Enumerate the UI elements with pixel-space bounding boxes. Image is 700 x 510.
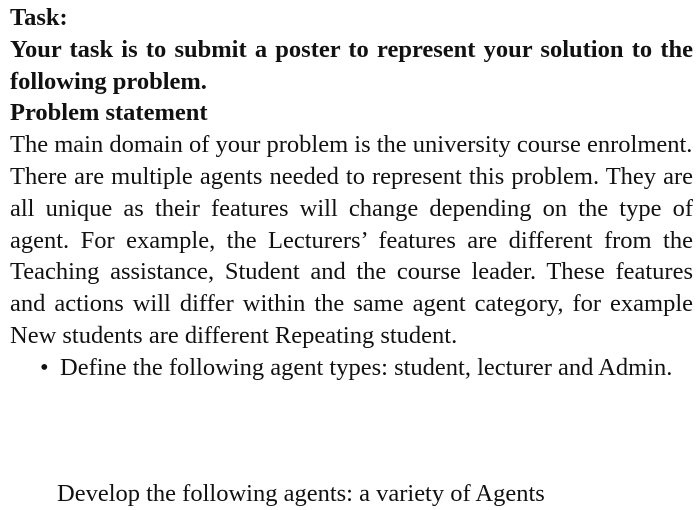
task-text: Your task is to submit a poster to represent your solution to the following problem.: [10, 35, 693, 95]
bullet-item: [40, 352, 693, 384]
problem-paragraph-1: The main domain of your problem is the university course enrolment.: [10, 131, 693, 159]
bullet-text: Define the following agent types: student, lecturer and Admin.: [60, 353, 673, 381]
task-heading: Task:: [10, 4, 68, 31]
agent-bullet-list: [10, 352, 693, 384]
problem-heading: Problem statement: [10, 99, 208, 127]
cutoff-text-line: Develop the following agents: a variety of Agents: [57, 480, 545, 507]
problem-paragraph-2: There are multiple agents needed to represent this problem. They are all unique as their features will change depending on the type of agent. For example, the Lecturers’ features are different from the Teaching assistance, Student and the course leader. These features and actions will differ within the same agent category, for example New students are different Repeating student.: [10, 162, 693, 349]
bullet-marker: •: [40, 353, 49, 381]
